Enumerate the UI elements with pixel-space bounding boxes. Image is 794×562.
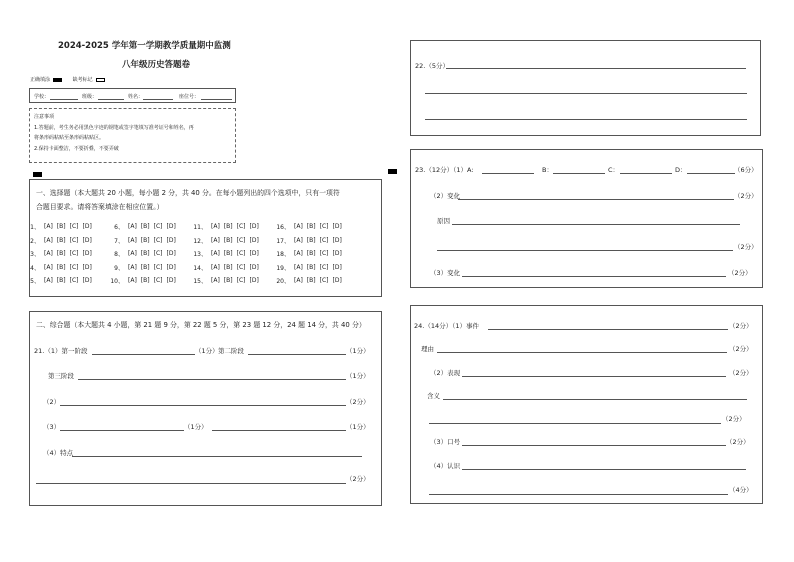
choice-option-bubble[interactable]: [A] bbox=[294, 263, 303, 271]
choice-option-bubble[interactable]: [D] bbox=[82, 263, 92, 271]
q21-3a-line[interactable] bbox=[60, 430, 184, 431]
notes-heading: 注意事项 bbox=[34, 114, 55, 120]
comprehensive-section-box bbox=[29, 311, 382, 506]
q21-stage3-label: 第三阶段 bbox=[48, 372, 74, 380]
q24-meaning-label: 含义 bbox=[427, 392, 440, 400]
class-label: 班级： bbox=[82, 94, 98, 100]
choice-option-bubble[interactable]: [B] bbox=[140, 223, 150, 230]
choice-option-bubble[interactable]: [A] bbox=[211, 236, 220, 244]
question-number: 3、 bbox=[30, 251, 40, 258]
q24-label: 24.（14分）（1）事件 bbox=[414, 322, 479, 330]
school-field[interactable] bbox=[50, 99, 78, 100]
alignment-mark-right bbox=[388, 169, 397, 174]
choice-option-bubble[interactable]: [B] bbox=[140, 250, 150, 257]
choice-option-bubble[interactable]: [B] bbox=[306, 236, 316, 244]
q21-4-line2[interactable] bbox=[36, 483, 346, 484]
q24-meaning-line2[interactable] bbox=[429, 423, 721, 424]
choice-option-bubble[interactable]: [A] bbox=[211, 223, 220, 230]
question-number: 19、 bbox=[276, 264, 290, 272]
q23-pts1: （6分） bbox=[734, 166, 758, 174]
question-number: 1、 bbox=[30, 224, 40, 231]
choice-option-bubble[interactable]: [A] bbox=[44, 236, 53, 244]
choice-option-bubble[interactable]: [C] bbox=[319, 236, 329, 244]
choice-option-bubble[interactable]: [D] bbox=[249, 236, 259, 244]
choice-question bbox=[14, 276, 97, 285]
choice-question bbox=[98, 222, 181, 231]
fill-legend-label: 正确填涂 bbox=[30, 77, 51, 83]
question-number: 12、 bbox=[193, 237, 207, 245]
class-field[interactable] bbox=[98, 99, 124, 100]
q22-line2[interactable] bbox=[425, 93, 747, 94]
name-label: 姓名： bbox=[128, 94, 144, 100]
choice-option-bubble[interactable]: [D] bbox=[249, 250, 259, 257]
q23-change3-line[interactable] bbox=[462, 276, 726, 277]
choice-option-bubble[interactable]: [A] bbox=[128, 277, 137, 284]
question-number: 18、 bbox=[276, 251, 290, 258]
choice-option-bubble[interactable]: [B] bbox=[140, 263, 150, 271]
q24-perf-line[interactable] bbox=[462, 376, 726, 377]
alignment-mark-left bbox=[33, 172, 42, 177]
question-number: 8、 bbox=[114, 251, 124, 258]
q24-meaning-line1[interactable] bbox=[443, 399, 747, 400]
choice-option-bubble[interactable]: [D] bbox=[332, 236, 342, 244]
choice-question bbox=[14, 236, 97, 245]
choice-question bbox=[181, 263, 264, 272]
choice-question bbox=[181, 222, 264, 231]
q21-3-pts-a: （1分） bbox=[184, 423, 208, 431]
choice-question bbox=[98, 236, 181, 245]
choice-option-bubble[interactable]: [B] bbox=[56, 223, 66, 230]
q21-3-label: （3） bbox=[43, 423, 61, 431]
notes-line-2: 将条形码粘贴至条形码粘贴区。 bbox=[34, 135, 105, 141]
choice-option-bubble[interactable]: [B] bbox=[223, 250, 233, 257]
choice-option-bubble[interactable]: [D] bbox=[166, 236, 176, 244]
choice-option-bubble[interactable]: [B] bbox=[223, 236, 233, 244]
choice-option-bubble[interactable]: [C] bbox=[319, 250, 329, 257]
q24-reason-line[interactable] bbox=[437, 352, 727, 353]
q24-pts1: （2分） bbox=[729, 322, 753, 330]
q21-stage2-label: 第二阶段 bbox=[218, 347, 244, 355]
choice-option-bubble[interactable]: [B] bbox=[306, 277, 316, 284]
q21-2-label: （2） bbox=[43, 398, 61, 406]
choice-option-bubble[interactable]: [A] bbox=[294, 277, 303, 284]
q24-reason-label: 理由 bbox=[421, 345, 434, 353]
choice-option-bubble[interactable]: [A] bbox=[294, 223, 303, 230]
choice-option-bubble[interactable]: [D] bbox=[166, 277, 176, 284]
choice-option-bubble[interactable]: [A] bbox=[128, 223, 137, 230]
q23-reason-label: 原因 bbox=[437, 217, 450, 225]
q24-event-line[interactable] bbox=[488, 329, 728, 330]
q23-pts2b: （2分） bbox=[734, 243, 758, 251]
question-number: 13、 bbox=[193, 251, 207, 258]
q21-4-line1[interactable] bbox=[72, 456, 362, 457]
choice-option-bubble[interactable]: [A] bbox=[211, 277, 220, 284]
q24-pts4: （4分） bbox=[729, 486, 753, 494]
q21-stage2-line[interactable] bbox=[248, 354, 346, 355]
choice-question bbox=[14, 249, 97, 258]
q23-reason-line2[interactable] bbox=[437, 250, 733, 251]
choice-question bbox=[98, 249, 181, 258]
choice-option-bubble[interactable]: [C] bbox=[69, 223, 79, 230]
choice-option-bubble[interactable]: [C] bbox=[69, 263, 79, 271]
q22-box bbox=[410, 40, 761, 136]
q23-label: 23.（12分）（1）A: bbox=[415, 166, 474, 174]
choice-option-bubble[interactable]: [D] bbox=[249, 223, 259, 230]
q23-b-label: B： bbox=[542, 166, 553, 174]
choice-option-bubble[interactable]: [D] bbox=[166, 223, 176, 230]
q21-pts1: （1分） bbox=[195, 347, 219, 355]
choice-option-bubble[interactable]: [C] bbox=[236, 263, 246, 271]
notes-line-1: 1.答题前，考生务必用黑色字迹的钢笔或签字笔填写准考证号和姓名，再 bbox=[34, 125, 194, 131]
question-number: 17、 bbox=[276, 237, 290, 245]
q21-4-label: （4）特点 bbox=[43, 449, 74, 457]
q21-label: 21.（1）第一阶段 bbox=[34, 347, 88, 355]
question-number: 10、 bbox=[110, 278, 124, 285]
choice-question bbox=[14, 263, 97, 272]
choice-heading-line1: 一、选择题（本大题共 20 小题，每小题 2 分，共 40 分。在每小题列出的四个选项中，只有一项符 bbox=[36, 189, 340, 197]
choice-option-bubble[interactable]: [A] bbox=[211, 263, 220, 271]
choice-option-bubble[interactable]: [A] bbox=[44, 250, 53, 257]
choice-option-bubble[interactable]: [B] bbox=[223, 223, 233, 230]
choice-option-bubble[interactable]: [C] bbox=[69, 236, 79, 244]
q24-know-line2[interactable] bbox=[429, 494, 728, 495]
choice-option-bubble[interactable]: [C] bbox=[153, 223, 163, 230]
comprehensive-heading: 二、综合题（本大题共 4 小题，第 21 题 9 分，第 22 题 5 分，第 23 题 12 分，24 题 14 分，共 40 分） bbox=[36, 321, 366, 329]
q21-2-line[interactable] bbox=[60, 405, 346, 406]
q23-pts3: （2分） bbox=[728, 269, 752, 277]
missing-legend-label: 缺考标记 bbox=[72, 77, 93, 83]
q24-pts2b: （2分） bbox=[722, 415, 746, 423]
choice-option-bubble[interactable]: [A] bbox=[211, 250, 220, 257]
q23-d-label: D： bbox=[675, 166, 687, 174]
q24-box bbox=[410, 305, 763, 504]
school-label: 学校： bbox=[34, 94, 50, 100]
choice-option-bubble[interactable]: [D] bbox=[332, 250, 342, 257]
q24-know-line1[interactable] bbox=[462, 469, 746, 470]
q24-know-label: （4）认识 bbox=[430, 462, 461, 470]
choice-option-bubble[interactable]: [B] bbox=[56, 250, 66, 257]
choice-option-bubble[interactable]: [D] bbox=[249, 277, 259, 284]
choice-option-bubble[interactable]: [D] bbox=[82, 236, 92, 244]
choice-option-bubble[interactable]: [C] bbox=[153, 263, 163, 271]
choice-option-bubble[interactable]: [B] bbox=[306, 223, 316, 230]
q23-pts2: （2分） bbox=[734, 192, 758, 200]
question-number: 4、 bbox=[30, 264, 40, 272]
q23-d-line[interactable] bbox=[687, 173, 735, 174]
seat-field[interactable] bbox=[201, 99, 232, 100]
choice-option-bubble[interactable]: [B] bbox=[140, 277, 150, 284]
q24-pts2: （2分） bbox=[729, 369, 753, 377]
q21-stage1-line[interactable] bbox=[92, 354, 195, 355]
choice-option-bubble[interactable]: [C] bbox=[69, 277, 79, 284]
choice-option-bubble[interactable]: [C] bbox=[69, 250, 79, 257]
choice-option-bubble[interactable]: [D] bbox=[166, 263, 176, 271]
choice-question bbox=[181, 249, 264, 258]
q21-3b-line[interactable] bbox=[212, 430, 346, 431]
choice-option-bubble[interactable]: [B] bbox=[223, 263, 233, 271]
question-number: 20、 bbox=[276, 278, 290, 285]
q21-pts2: （1分） bbox=[346, 347, 370, 355]
choice-option-bubble[interactable]: [B] bbox=[223, 277, 233, 284]
q21-stage3-line[interactable] bbox=[78, 379, 346, 380]
q23-reason-line1[interactable] bbox=[452, 224, 740, 225]
choice-question bbox=[264, 222, 347, 231]
q23-a-line[interactable] bbox=[482, 173, 534, 174]
choice-option-bubble[interactable]: [C] bbox=[236, 250, 246, 257]
fill-legend bbox=[30, 76, 108, 83]
choice-option-bubble[interactable]: [B] bbox=[56, 263, 66, 271]
exam-title: 2024-2025 学年第一学期教学质量期中监测 bbox=[58, 41, 231, 51]
choice-option-bubble[interactable]: [A] bbox=[44, 263, 53, 271]
choice-option-bubble[interactable]: [C] bbox=[319, 223, 329, 230]
q21-pts3: （1分） bbox=[346, 372, 370, 380]
q23-b-line[interactable] bbox=[553, 173, 605, 174]
seat-label: 座位号： bbox=[179, 94, 200, 100]
choice-question bbox=[264, 263, 347, 272]
choice-option-bubble[interactable]: [C] bbox=[319, 277, 329, 284]
q24-pts1b: （2分） bbox=[729, 345, 753, 353]
choice-option-bubble[interactable]: [C] bbox=[236, 277, 246, 284]
choice-option-bubble[interactable]: [C] bbox=[153, 250, 163, 257]
choice-option-bubble[interactable]: [A] bbox=[44, 223, 53, 230]
q21-2-pts: （2分） bbox=[346, 398, 370, 406]
absent-mark-checkbox[interactable] bbox=[96, 78, 105, 82]
choice-option-bubble[interactable]: [C] bbox=[236, 223, 246, 230]
q24-slogan-line[interactable] bbox=[462, 445, 726, 446]
choice-option-bubble[interactable]: [A] bbox=[294, 250, 303, 257]
question-number: 11、 bbox=[193, 224, 207, 231]
question-number: 15、 bbox=[193, 278, 207, 285]
q21-3-pts-b: （1分） bbox=[346, 423, 370, 431]
choice-question bbox=[264, 276, 347, 285]
choice-option-bubble[interactable]: [D] bbox=[332, 277, 342, 284]
choice-option-bubble[interactable]: [D] bbox=[166, 250, 176, 257]
choice-option-bubble[interactable]: [B] bbox=[306, 250, 316, 257]
choice-question bbox=[181, 236, 264, 245]
choice-question bbox=[264, 236, 347, 245]
q23-change3-label: （3）变化 bbox=[430, 269, 461, 277]
choice-option-bubble[interactable]: [A] bbox=[128, 250, 137, 257]
choice-question bbox=[264, 249, 347, 258]
q23-change2-line[interactable] bbox=[458, 199, 734, 200]
q22-label: 22.（5分） bbox=[415, 62, 449, 70]
choice-option-bubble[interactable]: [D] bbox=[332, 223, 342, 230]
choice-option-bubble[interactable]: [D] bbox=[82, 277, 92, 284]
choice-option-bubble[interactable]: [A] bbox=[294, 236, 303, 244]
question-number: 5、 bbox=[30, 278, 40, 285]
choice-option-bubble[interactable]: [D] bbox=[249, 263, 259, 271]
q24-perf-label: （2）表现 bbox=[430, 369, 461, 377]
choice-question bbox=[98, 276, 181, 285]
choice-option-bubble[interactable]: [B] bbox=[56, 236, 66, 244]
choice-option-bubble[interactable]: [B] bbox=[140, 236, 150, 244]
choice-question bbox=[181, 276, 264, 285]
question-number: 14、 bbox=[193, 264, 207, 272]
question-number: 16、 bbox=[276, 224, 290, 231]
q23-c-line[interactable] bbox=[620, 173, 672, 174]
choice-option-bubble[interactable]: [C] bbox=[236, 236, 246, 244]
choice-option-bubble[interactable]: [C] bbox=[319, 263, 329, 271]
exam-subtitle: 八年级历史答题卷 bbox=[122, 60, 191, 70]
choice-question bbox=[98, 263, 181, 272]
choice-option-bubble[interactable]: [D] bbox=[82, 250, 92, 257]
choice-option-bubble[interactable]: [D] bbox=[82, 223, 92, 230]
choice-question bbox=[14, 222, 97, 231]
q22-line1[interactable] bbox=[446, 68, 746, 69]
filled-swatch-icon bbox=[53, 78, 62, 82]
q24-pts3: （2分） bbox=[726, 438, 750, 446]
choice-option-bubble[interactable]: [A] bbox=[44, 277, 53, 284]
choice-option-bubble[interactable]: [B] bbox=[56, 277, 66, 284]
q24-slogan-label: （3）口号 bbox=[430, 438, 461, 446]
choice-option-bubble[interactable]: [A] bbox=[128, 236, 137, 244]
question-number: 9、 bbox=[114, 264, 124, 272]
choice-option-bubble[interactable]: [C] bbox=[153, 236, 163, 244]
question-number: 2、 bbox=[30, 237, 40, 245]
choice-option-bubble[interactable]: [A] bbox=[128, 263, 137, 271]
choice-option-bubble[interactable]: [B] bbox=[306, 263, 316, 271]
q22-line3[interactable] bbox=[425, 119, 747, 120]
choice-option-bubble[interactable]: [C] bbox=[153, 277, 163, 284]
name-field[interactable] bbox=[143, 99, 173, 100]
q23-change2-label: （2）变化 bbox=[430, 192, 461, 200]
choice-heading-line2: 合题目要求。请将答案填涂在相应位置。） bbox=[36, 203, 164, 211]
choice-option-bubble[interactable]: [D] bbox=[332, 263, 342, 271]
notes-line-3: 2.保持卡面整洁，不要折叠，不要弄破 bbox=[34, 146, 119, 152]
question-number: 6、 bbox=[114, 224, 124, 231]
q21-4-pts: （2分） bbox=[346, 475, 370, 483]
q23-c-label: C： bbox=[608, 166, 620, 174]
question-number: 7、 bbox=[114, 237, 124, 245]
